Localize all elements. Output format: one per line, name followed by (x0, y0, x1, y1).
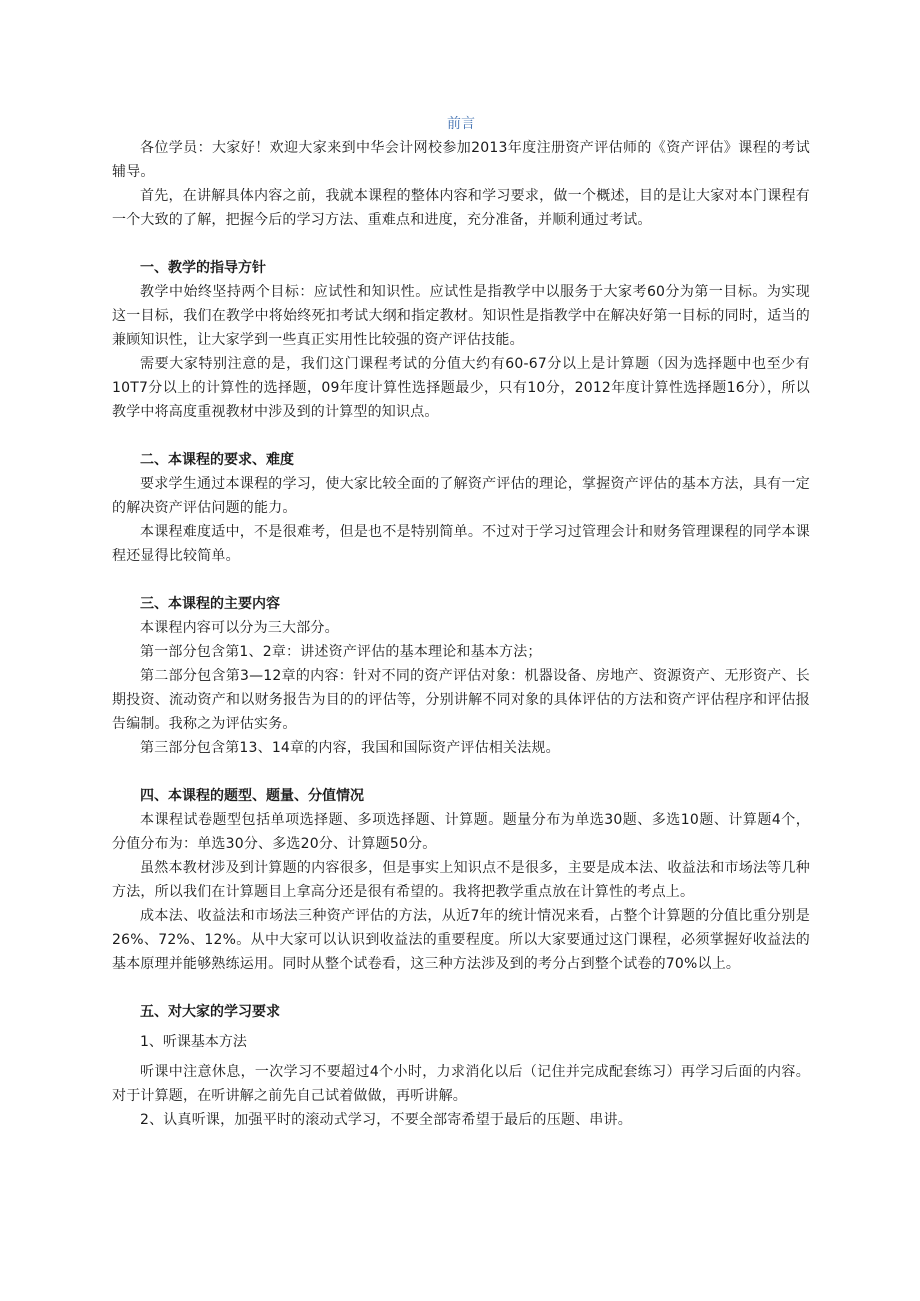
section-3-paragraph-1: 本课程内容可以分为三大部分。 (140, 620, 339, 636)
section-2-paragraph-1: 要求学生通过本课程的学习，使大家比较全面的了解资产评估的理论，掌握资产评估的基本方法，具有一定的解决资产评估问题的能力。 (112, 476, 810, 516)
page-title: 前言 (447, 116, 475, 132)
section-4-paragraph-1: 本课程试卷题型包括单项选择题、多项选择题、计算题。题量分布为单选30题、多选10题、计算题4个，分值分布为：单选30分、多选20分、计算题50分。 (112, 812, 810, 852)
intro-paragraph-1: 各位学员：大家好！欢迎大家来到中华会计网校参加2013年度注册资产评估师的《资产评估》课程的考试辅导。 (112, 140, 810, 180)
section-5-paragraph-1: 听课中注意休息，一次学习不要超过4个小时，力求消化以后（记住并完成配套练习）再学习后面的内容。对于计算题，在听讲解之前先自己试着做做，再听讲解。 (112, 1064, 810, 1104)
section-3-paragraph-4: 第三部分包含第13、14章的内容，我国和国际资产评估相关法规。 (140, 740, 560, 756)
section-4-paragraph-3: 成本法、收益法和市场法三种资产评估的方法，从近7年的统计情况来看，占整个计算题的分值比重分别是26%、72%、12%。从中大家可以认识到收益法的重要程度。所以大家要通过这门课程，必须掌握好收益法的基本原理并能够熟练运用。同时从整个试卷看，这三种方法涉及到的考分占到整个试卷的70%以上。 (112, 908, 810, 972)
section-2-paragraph-2: 本课程难度适中，不是很难考，但是也不是特别简单。不过对于学习过管理会计和财务管理课程的同学本课程还显得比较简单。 (112, 524, 810, 564)
section-heading-3: 三、本课程的主要内容 (140, 596, 280, 612)
section-1-paragraph-2: 需要大家特别注意的是，我们这门课程考试的分值大约有60-67分以上是计算题（因为选择题中也至少有10T7分以上的计算性的选择题，09年度计算性选择题最少，只有10分，2012年度计算性选择题16分），所以教学中将高度重视教材中涉及到的计算型的知识点。 (112, 356, 810, 420)
section-heading-5: 五、对大家的学习要求 (140, 1004, 280, 1020)
section-heading-4: 四、本课程的题型、题量、分值情况 (140, 788, 364, 804)
section-heading-2: 二、本课程的要求、难度 (140, 452, 294, 468)
section-3-paragraph-2: 第一部分包含第1、2章：讲述资产评估的基本理论和基本方法； (140, 644, 542, 660)
document-page (112, 112, 810, 1132)
section-heading-1: 一、教学的指导方针 (140, 260, 266, 276)
section-5-paragraph-2: 2、认真听课，加强平时的滚动式学习，不要全部寄希望于最后的压题、串讲。 (140, 1112, 632, 1128)
section-1-paragraph-1: 教学中始终坚持两个目标：应试性和知识性。应试性是指教学中以服务于大家考60分为第一目标。为实现这一目标，我们在教学中将始终死扣考试大纲和指定教材。知识性是指教学中在解决好第一目标的同时，适当的兼顾知识性，让大家学到一些真正实用性比较强的资产评估技能。 (112, 284, 810, 348)
section-4-paragraph-2: 虽然本教材涉及到计算题的内容很多，但是事实上知识点不是很多，主要是成本法、收益法和市场法等几种方法，所以我们在计算题目上拿高分还是很有希望的。我将把教学重点放在计算性的考点上。 (112, 860, 810, 900)
section-3-paragraph-3: 第二部分包含第3—12章的内容：针对不同的资产评估对象：机器设备、房地产、资源资产、无形资产、长期投资、流动资产和以财务报告为目的的评估等，分别讲解不同对象的具体评估的方法和资产评估程序和评估报告编制。我称之为评估实务。 (112, 668, 810, 732)
intro-paragraph-2: 首先，在讲解具体内容之前，我就本课程的整体内容和学习要求，做一个概述，目的是让大家对本门课程有一个大致的了解，把握今后的学习方法、重难点和进度，充分准备，并顺利通过考试。 (112, 188, 810, 228)
section-5-subheading: 1、听课基本方法 (140, 1034, 247, 1050)
